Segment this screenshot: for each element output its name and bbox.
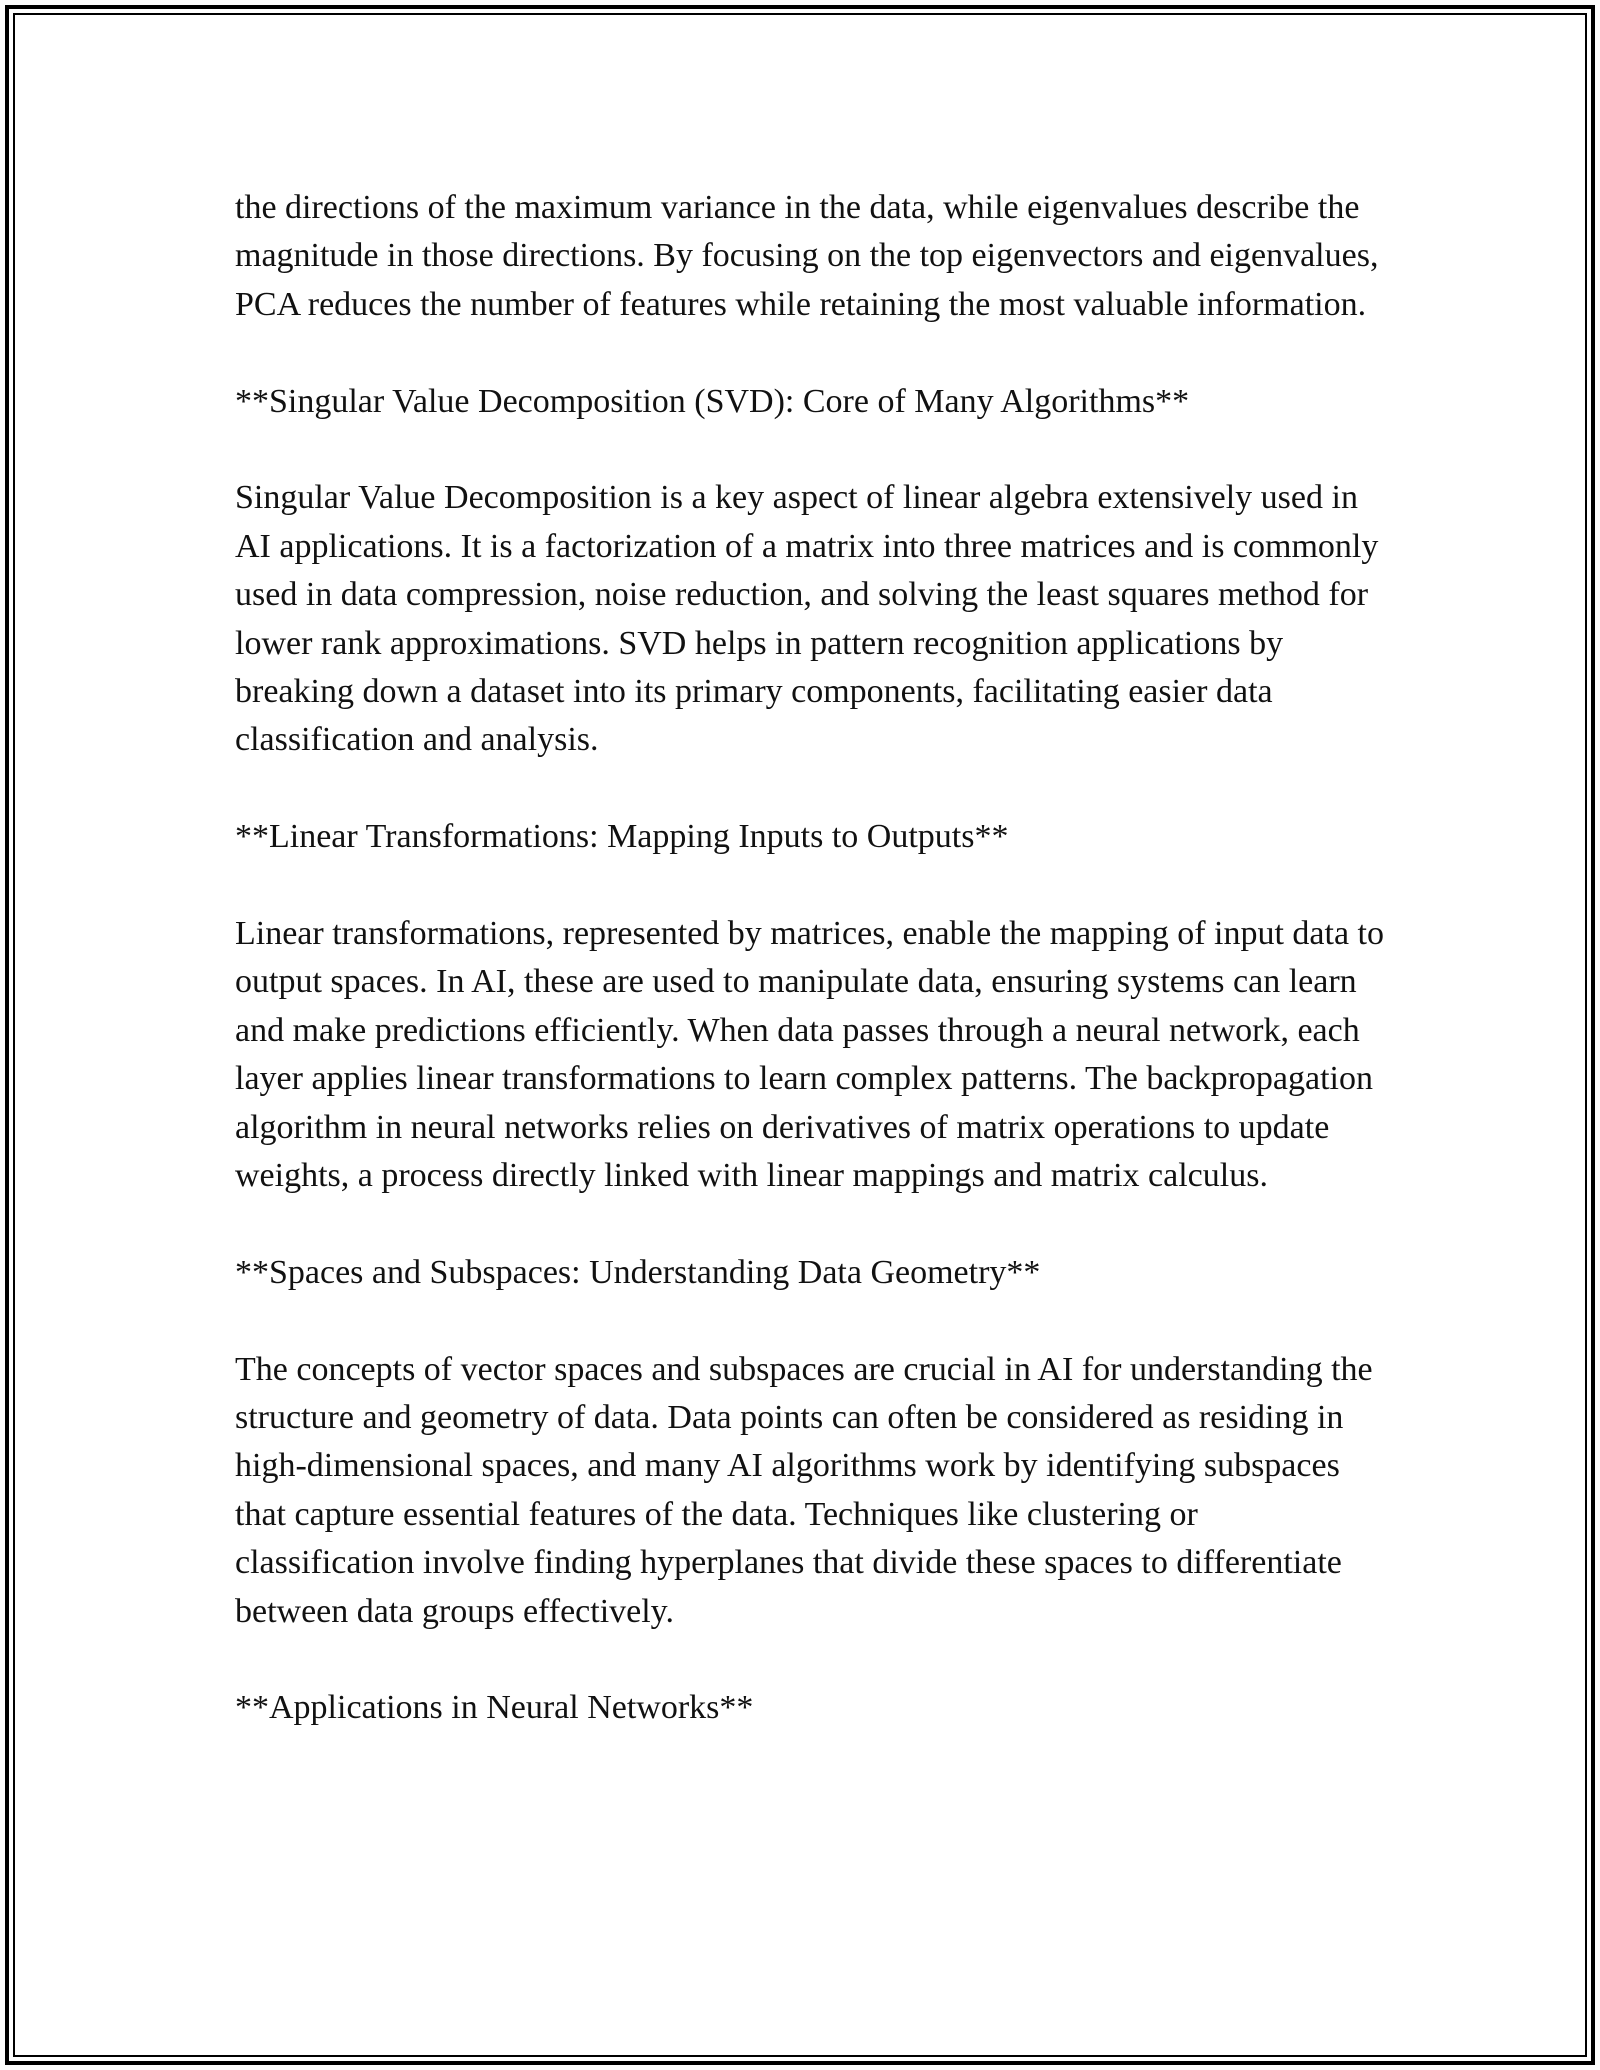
heading-spaces-subspaces: **Spaces and Subspaces: Understanding Data Geometry** bbox=[235, 1253, 1041, 1291]
heading-svd: **Singular Value Decomposition (SVD): Core of Many Algorithms** bbox=[235, 382, 1190, 420]
paragraph-linear-transformations: Linear transformations, represented by matrices, enable the mapping of input data to output spaces. In AI, these are used to manipulate data, ensuring systems can learn and make predictions efficiently. When data passes through a neural network, each layer applies linear transformations to learn complex patterns. The backpropagation algorithm in neural networks relies on derivatives of matrix operations to update weights, a process directly linked with linear mappings and matrix calculus. bbox=[235, 915, 1384, 1195]
heading-neural-networks: **Applications in Neural Networks** bbox=[235, 1689, 754, 1727]
heading-linear-transformations: **Linear Transformations: Mapping Inputs to Outputs** bbox=[235, 818, 1009, 856]
paragraph-pca-continuation: the directions of the maximum variance in the data, while eigenvalues describe the magnitude in those directions. By focusing on the top eigenvectors and eigenvalues, PCA reduces the number of features while retaining the most valuable information. bbox=[235, 189, 1379, 323]
paragraph-svd: Singular Value Decomposition is a key aspect of linear algebra extensively used in AI applications. It is a factorization of a matrix into three matrices and is commonly used in data compression, noise reduction, and solving the least squares method for lower rank approximations. SVD helps in pattern recognition applications by breaking down a dataset into its primary components, facilitating easier data classification and analysis. bbox=[235, 479, 1379, 759]
document-body bbox=[235, 184, 1385, 1733]
paragraph-spaces-subspaces: The concepts of vector spaces and subspaces are crucial in AI for understanding the structure and geometry of data. Data points can often be considered as residing in high-dimensional spaces, and many AI algorithms work by identifying subspaces that capture essential features of the data. Techniques like clustering or classification involve finding hyperplanes that divide these spaces to differentiate between data groups effectively. bbox=[235, 1350, 1373, 1630]
